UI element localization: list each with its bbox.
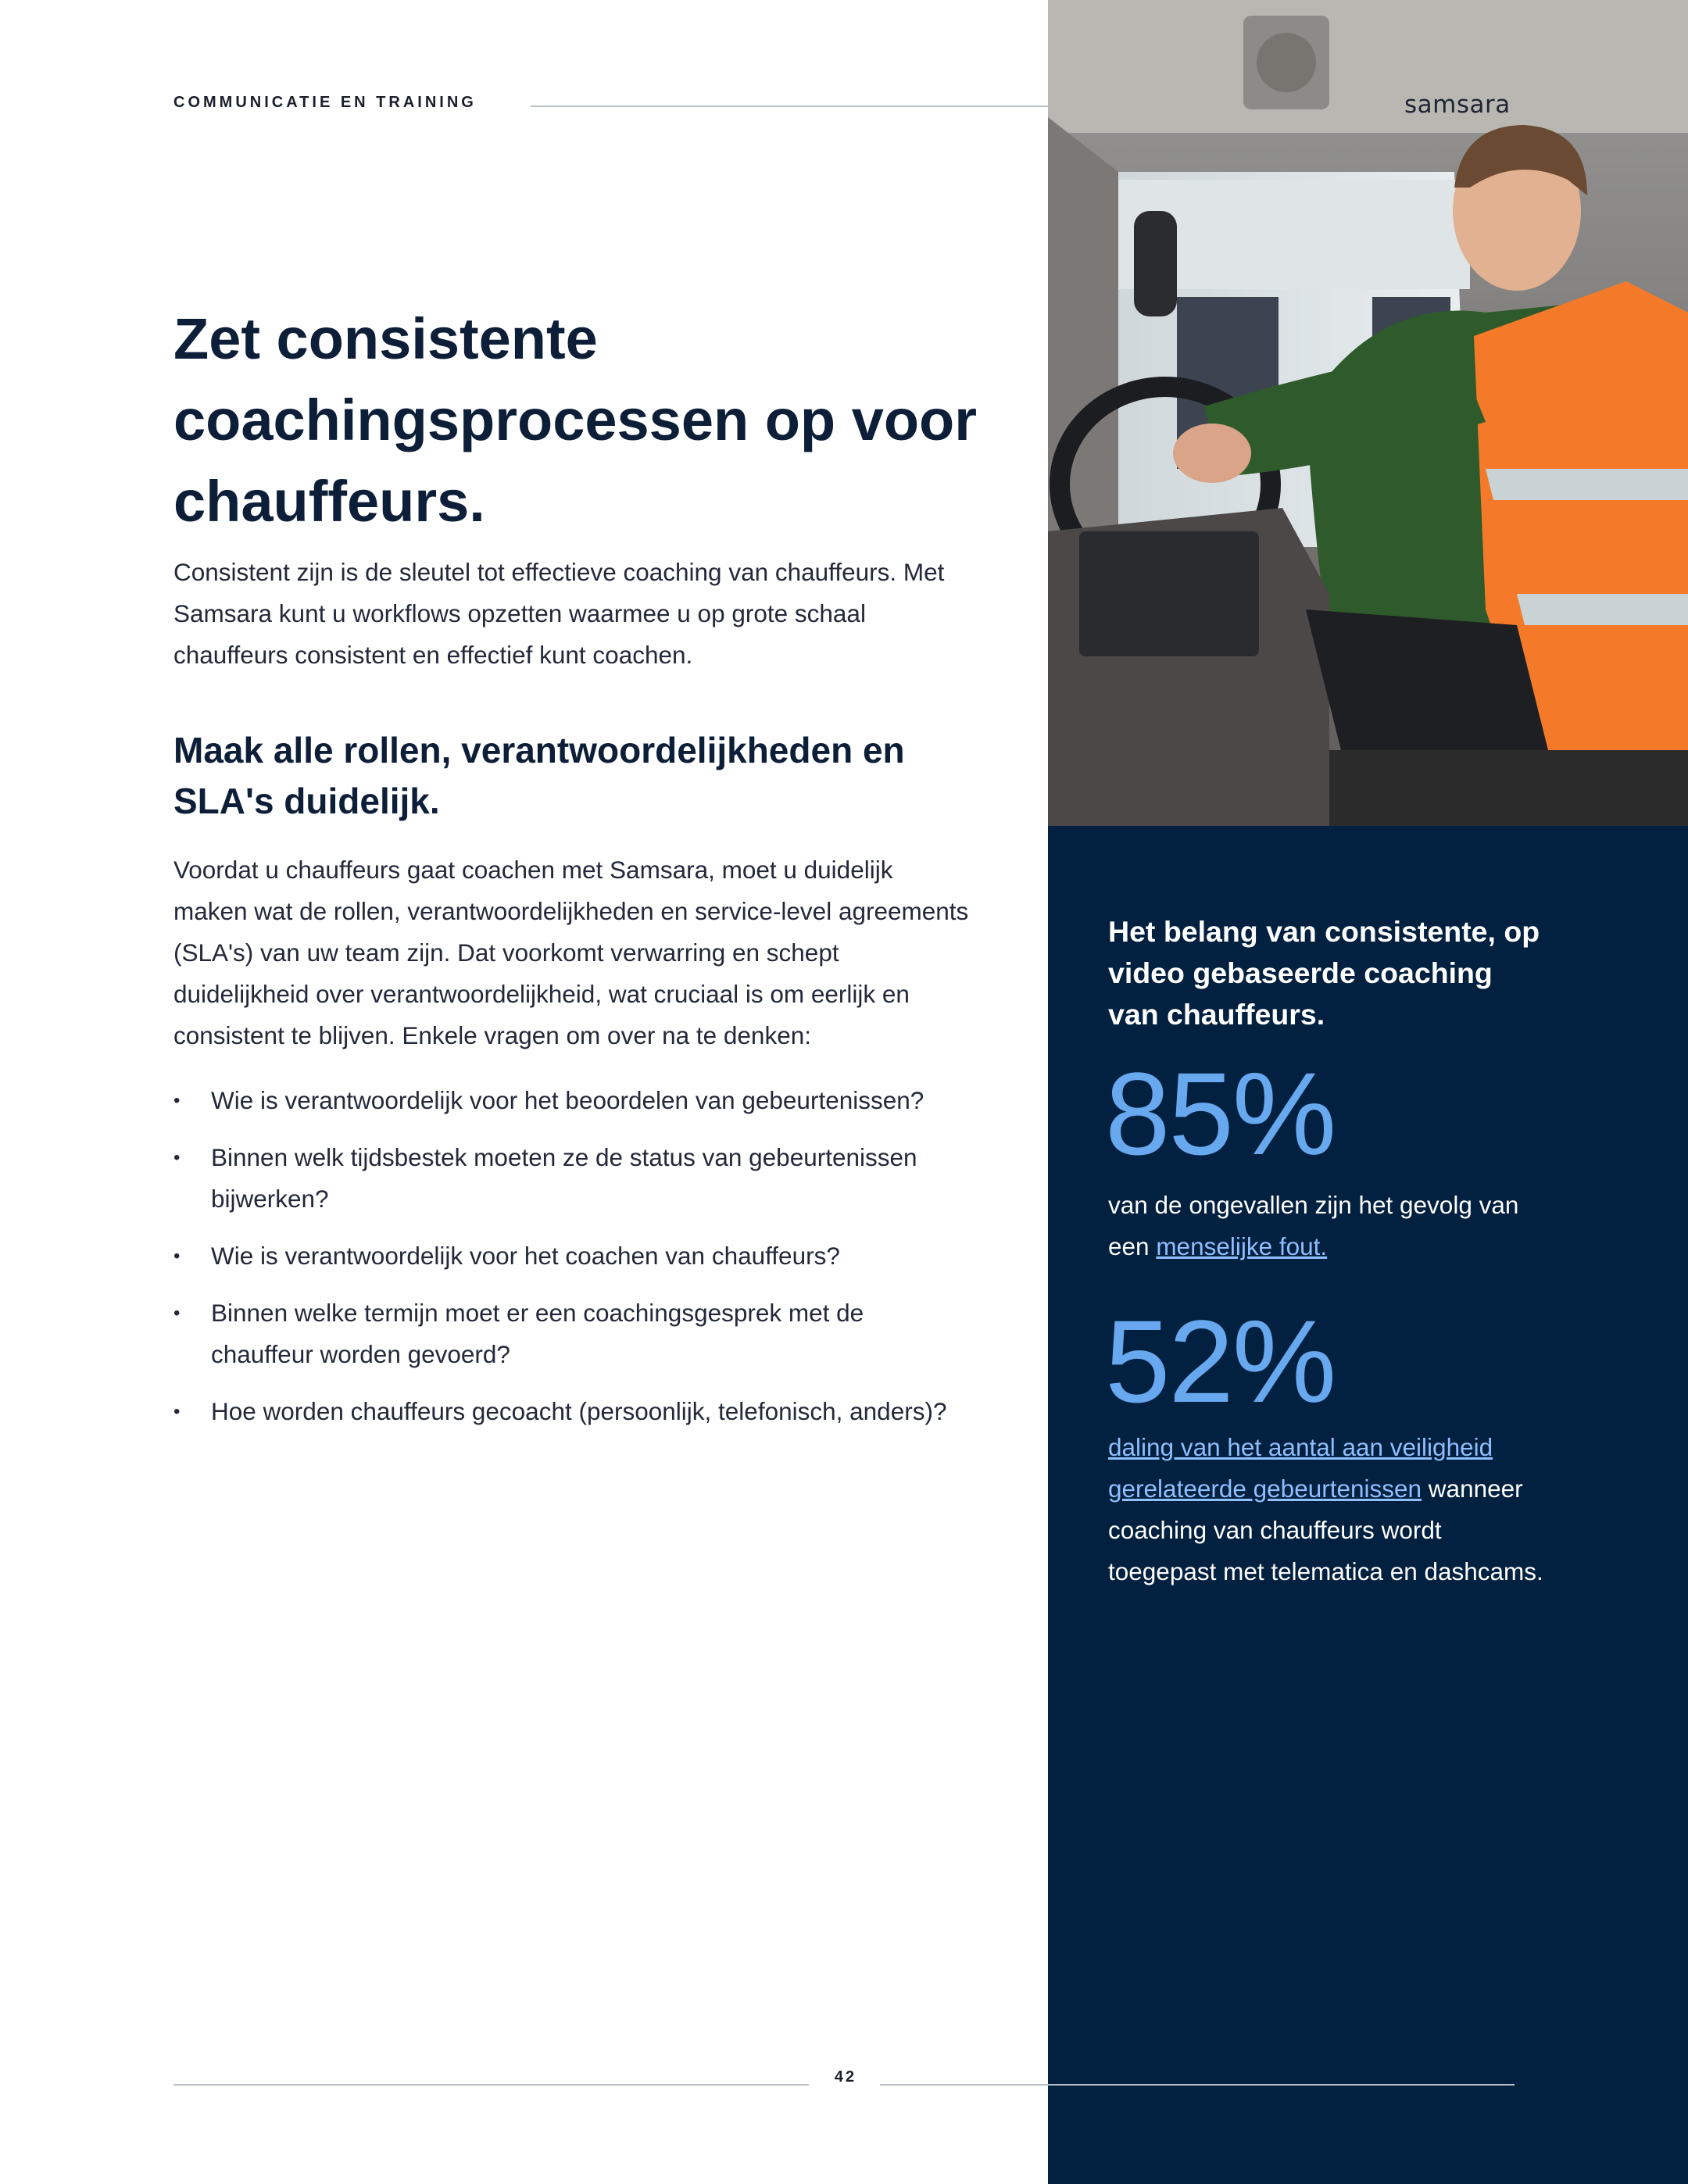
samsara-logo: samsara	[1404, 91, 1511, 119]
page-title: Zet consistente coachingsprocessen op voor chauffeurs.	[173, 306, 978, 534]
list-item-text: Wie is verantwoordelijk voor het coachen van chauffeurs?	[211, 1242, 840, 1270]
section-subtitle: Maak alle rollen, verantwoordelijkheden en SLA's duidelijk.	[173, 730, 905, 821]
list-item-text: Hoe worden chauffeurs gecoacht (persoonlijk, telefonisch, anders)?	[211, 1397, 947, 1425]
list-item-text: Wie is verantwoordelijk voor het beoordelen van gebeurtenissen?	[211, 1086, 924, 1114]
stat-85-percent: 85%	[1105, 1048, 1336, 1179]
intro-paragraph: Consistent zijn is de sleutel tot effectieve coaching van chauffeurs. Met Samsara kunt u workflows opzetten waarmee u op grote schaal chauffeurs consistent en effectief kunt coachen.	[173, 558, 945, 669]
truck-driver-photo	[1048, 0, 1688, 826]
list-item	[173, 1292, 971, 1375]
stat-85-text	[1108, 1185, 1546, 1267]
bullet-icon: •	[173, 1147, 181, 1168]
stat-52-percent: 52%	[1105, 1296, 1336, 1427]
stat-85-description: van de ongevallen zijn het gevolg van een	[1108, 1191, 1519, 1260]
footer-divider-right	[880, 2084, 1515, 2086]
bullet-icon: •	[173, 1401, 181, 1422]
list-item	[173, 1235, 971, 1277]
section-label: COMMUNICATIE EN TRAINING	[173, 94, 477, 111]
body-paragraph: Voordat u chauffeurs gaat coachen met Samsara, moet u duidelijk maken wat de rollen, verantwoordelijkheden en service-level agreements (SLA's) van uw team zijn. Dat voorkomt verwarring en schept duidelijkheid over verantwoordelijkheid, wat cruciaal is om eerlijk en consistent te blijven. Enkele vragen om over na te denken:	[173, 856, 969, 1049]
sidebar-heading: Het belang van consistente, op video gebaseerde coaching van chauffeurs.	[1108, 915, 1540, 1031]
bullet-icon: •	[173, 1303, 181, 1324]
human-error-link[interactable]: menselijke fout.	[1156, 1232, 1328, 1260]
safety-events-link[interactable]: daling van het aantal aan veiligheid gerelateerde gebeurtenissen	[1108, 1433, 1493, 1503]
list-item	[173, 1391, 971, 1432]
bullet-icon: •	[173, 1090, 181, 1111]
footer-divider-left	[173, 2084, 809, 2086]
list-item-text: Binnen welk tijdsbestek moeten ze de status van gebeurtenissen bijwerken?	[211, 1143, 917, 1213]
header-divider	[531, 105, 1048, 107]
page-number: 42	[834, 2068, 857, 2086]
list-item	[173, 1080, 971, 1121]
list-item	[173, 1137, 971, 1220]
stat-52-text	[1108, 1427, 1546, 1592]
list-item-text: Binnen welke termijn moet er een coachingsgesprek met de chauffeur worden gevoerd?	[211, 1299, 864, 1368]
stat-52-description: wanneer coaching van chauffeurs wordt toegepast met telematica en dashcams.	[1108, 1474, 1543, 1585]
bullet-icon: •	[173, 1246, 181, 1267]
question-list	[173, 1080, 971, 1448]
